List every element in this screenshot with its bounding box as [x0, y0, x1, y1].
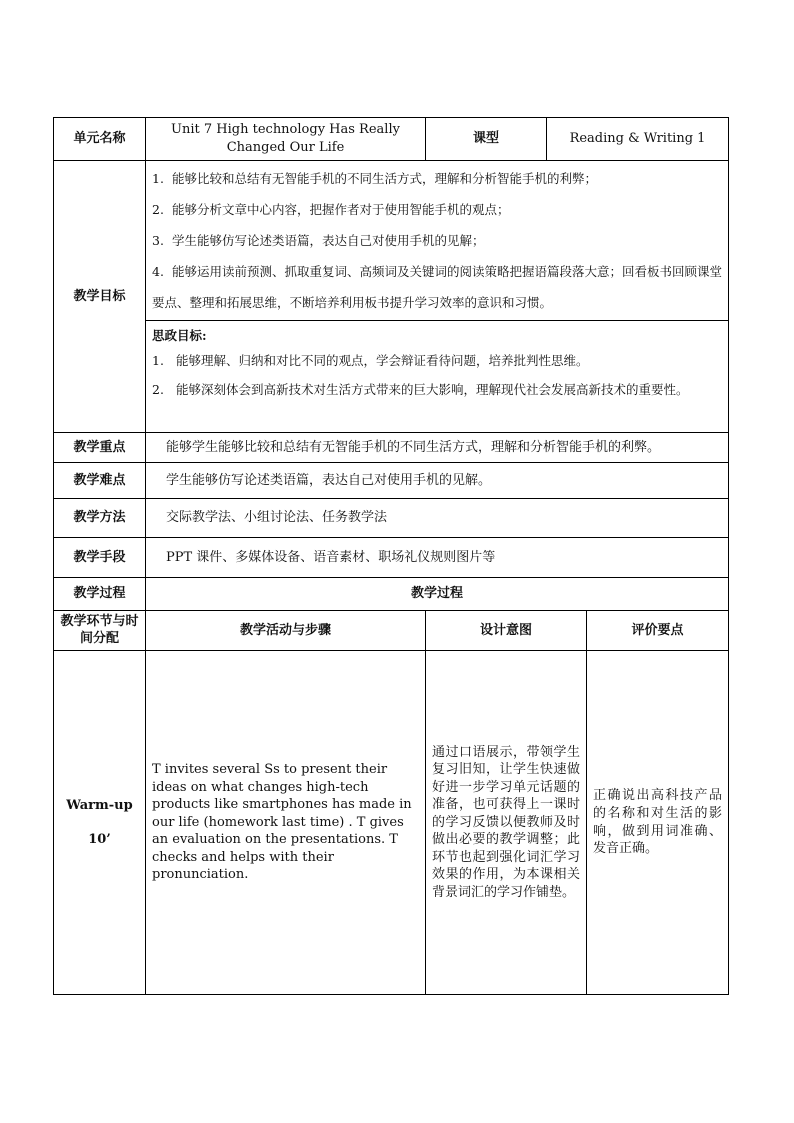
sizheng-item: 1. 能够理解、归纳和对比不同的观点，学会辩证看待问题，培养批判性思维。: [152, 353, 589, 368]
objective-item: 3. 学生能够仿写论述类语篇，表达自己对使用手机的见解；: [152, 233, 485, 248]
difficulties-text: 学生能够仿写论述类语篇，表达自己对使用手机的见解。: [146, 463, 729, 499]
header-row: [54, 118, 729, 161]
table-row: [54, 651, 729, 995]
evaluation-header: 评价要点: [587, 611, 729, 651]
means-label: 教学手段: [54, 538, 146, 578]
process-row: [54, 578, 729, 611]
sizheng-title: 思政目标:: [152, 328, 207, 343]
intent-cell: 通过口语展示，带领学生复习旧知，让学生快速做好进一步学习单元话题的准备，也可获得上一课时的学习反馈以便教师及时做出必要的教学调整；此环节也起到强化词汇学习效果的作用，为本课相关背景词汇的学习作铺垫。: [426, 651, 587, 995]
means-text: PPT 课件、多媒体设备、语音素材、职场礼仪规则图片等: [146, 538, 729, 578]
stage-name: Warm-up: [66, 797, 133, 813]
stage-time: 10’: [88, 831, 111, 847]
objectives-label: 教学目标: [54, 161, 146, 433]
activity-header: 教学活动与步骤: [146, 611, 426, 651]
key-points-label: 教学重点: [54, 433, 146, 463]
activity-cell: T invites several Ss to present their ideas on what changes high-tech products like smartphones has made in our life (homework last time) . T gives an evaluation on the presentations. T checks and helps with their pronunciation.: [146, 651, 426, 995]
type-cell: [426, 118, 728, 160]
difficulties-label: 教学难点: [54, 463, 146, 499]
stage-cell: [54, 651, 146, 995]
lesson-plan-table: [53, 117, 729, 995]
evaluation-cell: 正确说出高科技产品的名称和对生活的影响，做到用词准确、发音正确。: [587, 651, 729, 995]
type-label: 课型: [426, 118, 547, 160]
objective-item: 1. 能够比较和总结有无智能手机的不同生活方式，理解和分析智能手机的利弊；: [152, 171, 598, 186]
objectives-list: [146, 161, 729, 321]
methods-label: 教学方法: [54, 499, 146, 538]
objective-item: 2. 能够分析文章中心内容，把握作者对于使用智能手机的观点；: [152, 202, 510, 217]
type-value: Reading & Writing 1: [569, 131, 706, 147]
objective-item: 4. 能够运用读前预测、抓取重复词、高频词及关键词的阅读策略把握语篇段落大意；回看板书回顾课堂要点、整理和拓展思维，不断培养利用板书提升学习效率的意识和习惯。: [152, 264, 723, 310]
process-label: 教学过程: [54, 578, 146, 611]
sizheng-item: 2. 能够深刻体会到高新技术对生活方式带来的巨大影响，理解现代社会发展高新技术的重要性。: [152, 382, 689, 397]
key-points-text: 能够学生能够比较和总结有无智能手机的不同生活方式，理解和分析智能手机的利弊。: [146, 433, 729, 463]
unit-label: 单元名称: [54, 118, 146, 161]
process-title: 教学过程: [146, 578, 729, 611]
objectives-row: [54, 161, 729, 321]
sizheng-list: [146, 321, 729, 433]
methods-text: 交际教学法、小组讨论法、任务教学法: [146, 499, 729, 538]
intent-header: 设计意图: [426, 611, 587, 651]
key-points-row: [54, 433, 729, 463]
column-header-row: [54, 611, 729, 651]
unit-name: Unit 7 High technology Has Really Changed Our Life: [146, 118, 426, 161]
difficulties-row: [54, 463, 729, 499]
stage-header: 教学环节与时间分配: [54, 611, 146, 651]
sizheng-row: [54, 321, 729, 433]
means-row: [54, 538, 729, 578]
methods-row: [54, 499, 729, 538]
